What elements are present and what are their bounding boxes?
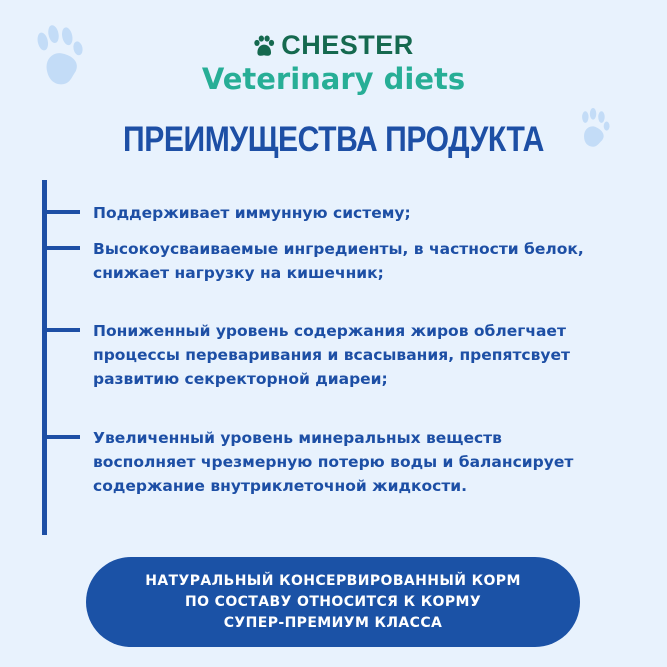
brand-subtitle: Veterinary diets — [201, 62, 466, 96]
class-banner — [86, 557, 580, 647]
benefit-item — [93, 319, 633, 391]
benefit-item — [93, 201, 633, 225]
benefit-text: восполняет чрезмерную потерю воды и балансирует — [93, 453, 574, 471]
page-title: ПРЕИМУЩЕСТВА ПРОДУКТА — [123, 120, 544, 159]
benefit-text: Пониженный уровень содержания жиров облегчает — [93, 322, 566, 340]
benefit-text: Поддерживает иммунную систему; — [93, 204, 411, 222]
banner-text: ПО СОСТАВУ ОТНОСИТСЯ К КОРМУ — [184, 593, 482, 610]
paw-logo-icon — [253, 35, 275, 57]
banner-text: НАТУРАЛЬНЫЙ КОНСЕРВИРОВАННЫЙ КОРМ — [145, 572, 521, 589]
benefit-text: развитию секректорной диареи; — [93, 370, 388, 388]
timeline-tick — [42, 210, 80, 214]
brand-logo — [0, 30, 667, 61]
benefit-text: Увеличенный уровень минеральных веществ — [93, 429, 502, 447]
benefit-text: снижает нагрузку на кишечник; — [93, 264, 384, 282]
timeline-line — [42, 180, 47, 535]
benefit-text: Высокоусваиваемые ингредиенты, в частности белок, — [93, 240, 584, 258]
benefit-text: содержание внутриклеточной жидкости. — [93, 477, 468, 495]
benefit-text: процессы переваривания и всасывания, препятсвует — [93, 346, 571, 364]
banner-text: СУПЕР-ПРЕМИУМ КЛАССА — [223, 614, 443, 631]
benefit-item — [93, 237, 633, 285]
timeline-tick — [42, 435, 80, 439]
timeline-tick — [42, 328, 80, 332]
timeline-tick — [42, 246, 80, 250]
benefit-item — [93, 426, 633, 498]
brand-name: CHESTER — [281, 30, 414, 60]
